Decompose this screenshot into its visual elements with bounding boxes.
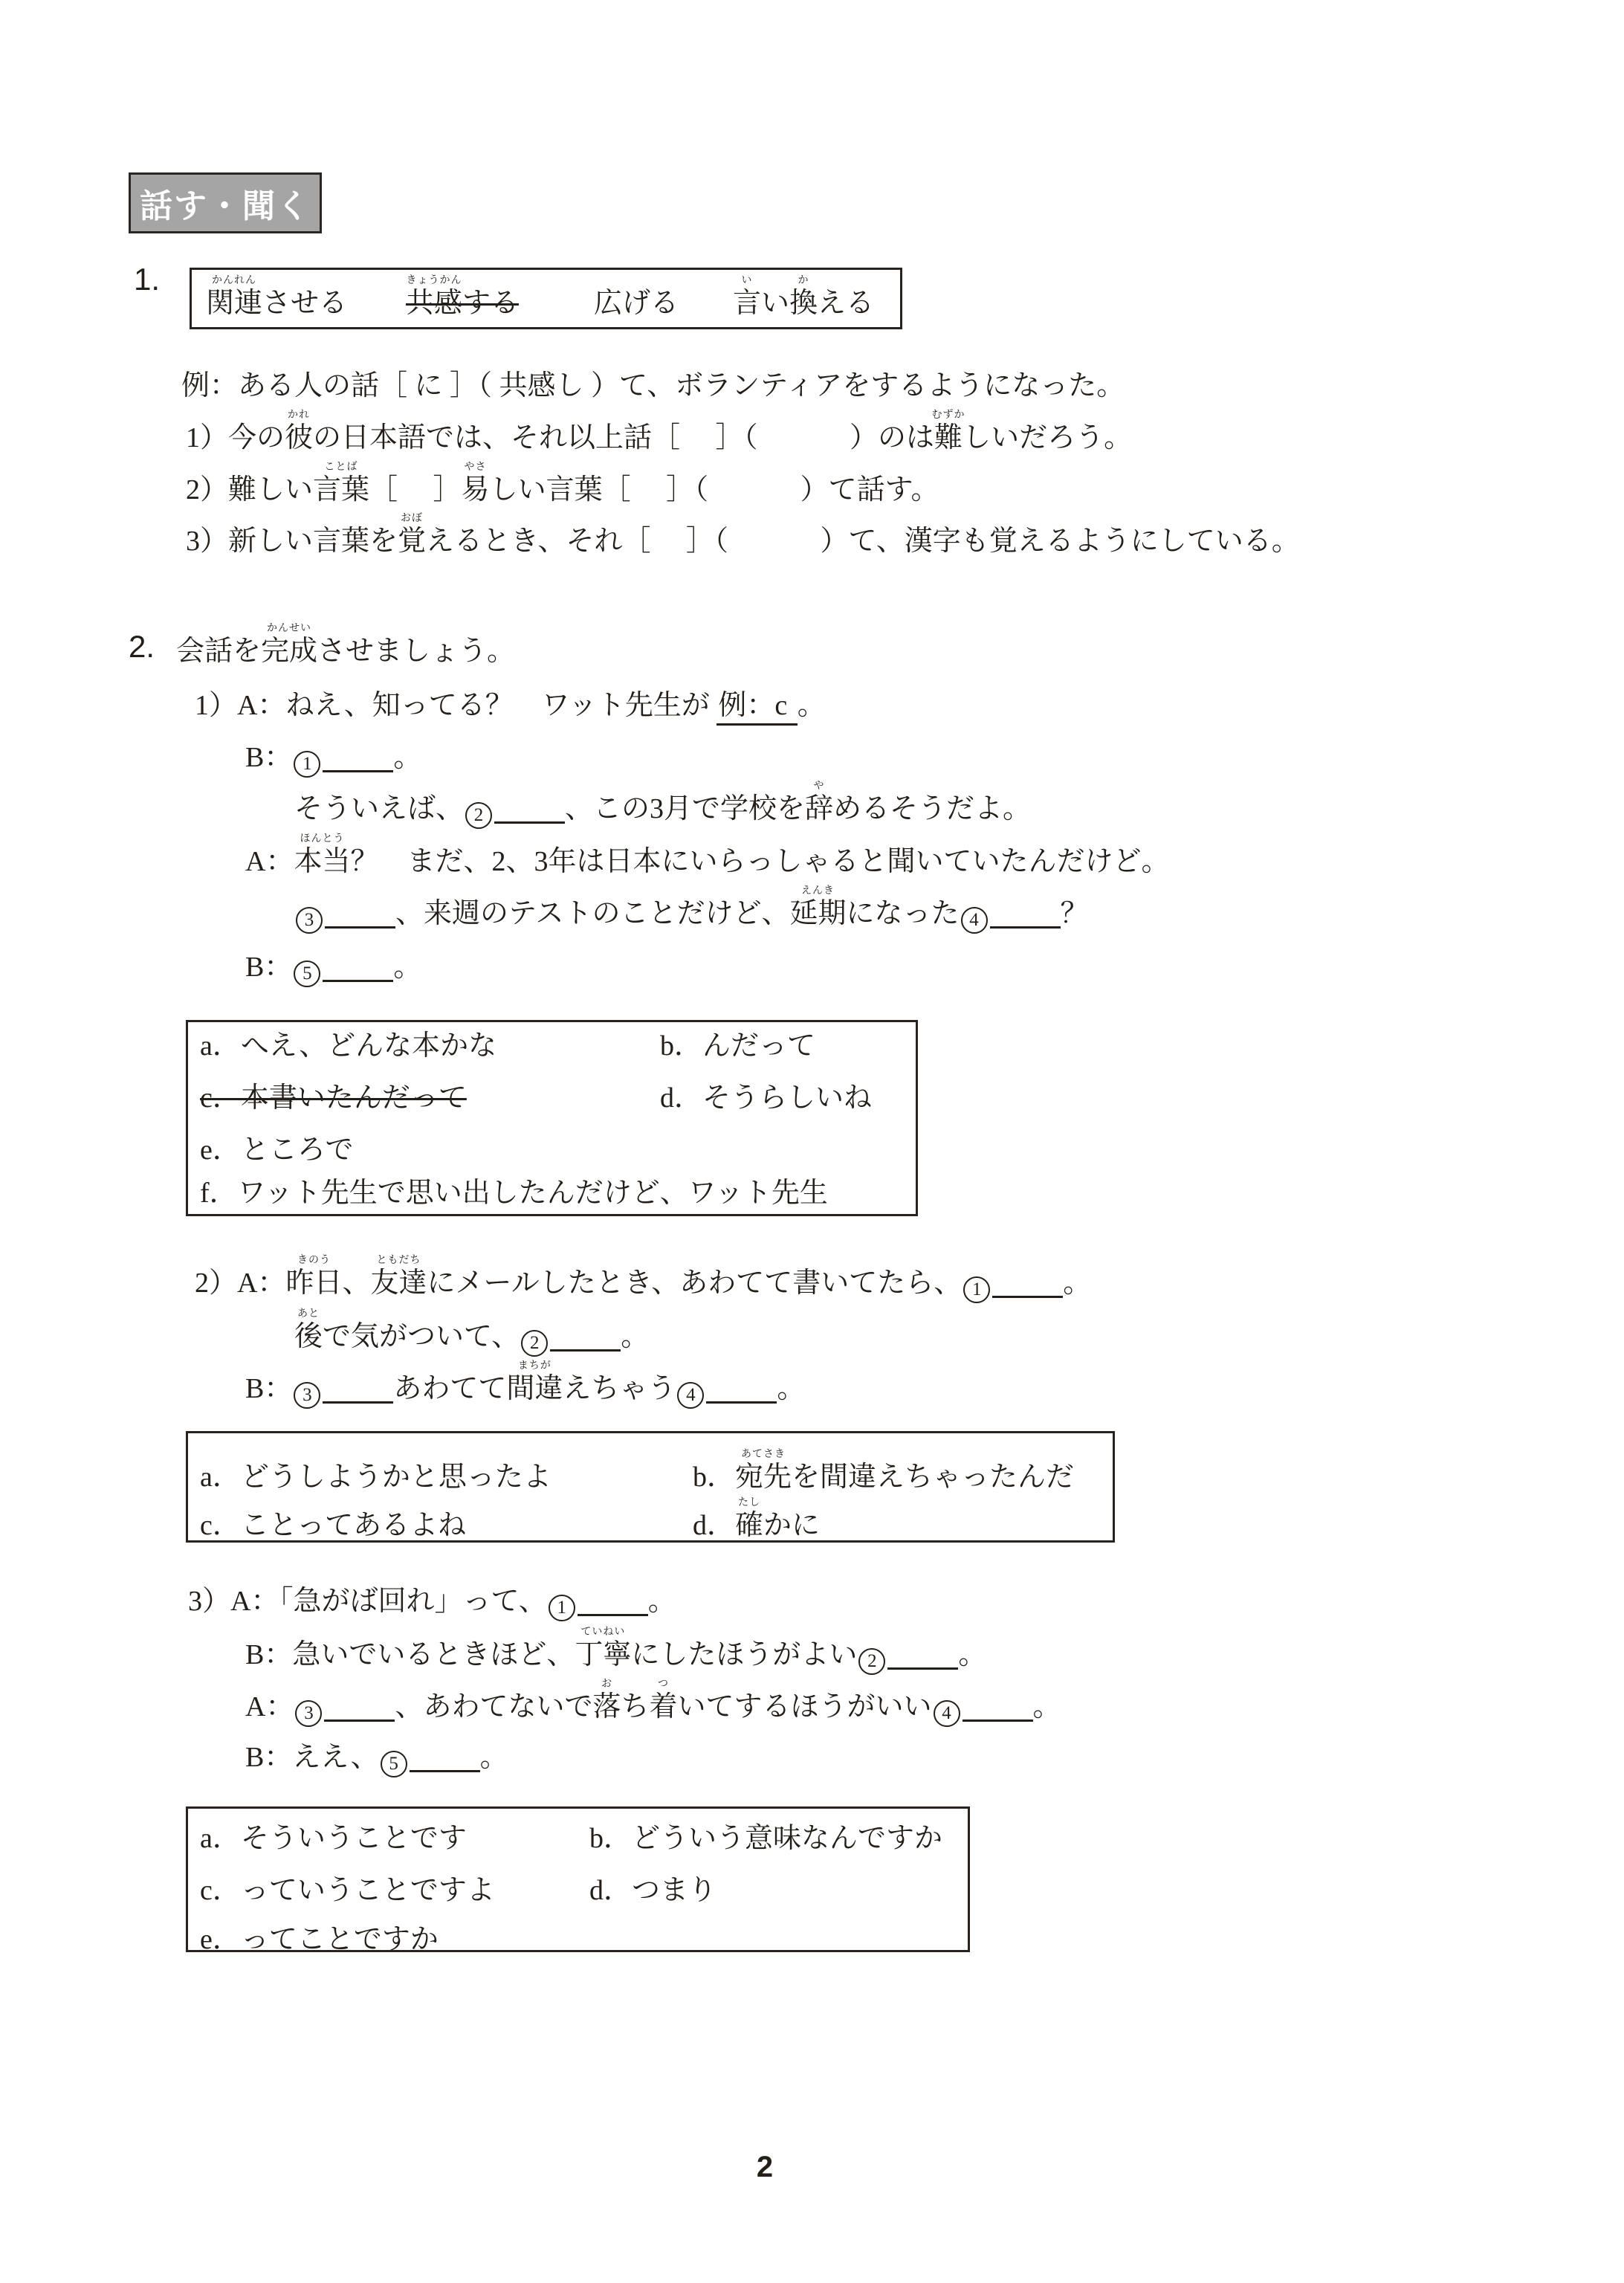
text-segment: 3）新しい言葉を [186,526,398,557]
answer-option [200,1460,551,1494]
ruby-base: 換 [789,288,818,319]
text-segment: d．つまり [589,1875,717,1906]
text-segment: A： [245,1691,294,1722]
furigana: おぼ [401,513,424,524]
text-segment: 。 [777,1373,806,1404]
text-segment: 3）A：「急がば回れ」って、 [188,1586,547,1617]
ruby-annotated-text [789,275,818,319]
text-segment: B： [245,952,293,983]
text-segment: 1）A：ねえ、知ってる？ ワット先生が [195,690,717,721]
ruby-annotated-text [261,623,318,667]
text-segment: A： [245,846,294,877]
text-segment: b．んだって [660,1030,816,1062]
ruby-base: 言 [733,288,762,319]
fill-in-blank-line [990,902,1061,929]
text-segment: かに [763,1510,821,1541]
answer-option [200,1922,439,1957]
answer-option [200,1508,466,1543]
circled-number-icon: 3 [294,1382,320,1409]
circled-number-icon: 5 [381,1751,407,1777]
text-segment: えちゃう [563,1373,676,1404]
circled-number-icon: 2 [858,1648,885,1675]
fill-in-blank-line [963,1696,1033,1722]
circled-number-icon: 1 [549,1595,575,1621]
exercise1-item-3 [186,513,1300,558]
circled-number-icon: 4 [677,1382,704,1409]
text-segment: させる [262,288,348,319]
answer-box-3 [186,1806,970,1955]
ruby-annotated-text [461,462,490,506]
numbered-blank [294,1691,395,1722]
ruby-base: 関連 [206,288,263,319]
furigana: ていねい [580,1627,626,1638]
dialog1-line-2 [245,740,421,778]
text-segment: 。 [797,690,826,721]
ruby-annotated-text [733,275,762,319]
text-segment: 。 [621,1321,650,1352]
circled-number-icon: 1 [963,1276,990,1303]
section-header-box [129,172,322,233]
text-segment: 2）A： [195,1268,286,1299]
text-segment: 。 [393,742,422,773]
text-segment: 、あわてないで [395,1691,593,1722]
text-segment: いてするほうがいい [677,1691,932,1722]
answer-option [200,1176,828,1210]
text-segment: b．どういう意味なんですか [589,1823,943,1854]
text-segment: e．ってことですか [200,1924,439,1955]
answer-option [693,1449,1075,1494]
furigana: お [601,1679,612,1690]
ruby-base: 覚 [398,526,427,557]
exercise1-item-2 [186,462,939,507]
text-segment: あわてて [393,1373,507,1404]
text-segment: めるそうだよ。 [833,793,1032,824]
furigana: や [813,781,825,792]
exercise1-number: 1. [134,262,161,297]
furigana: い [741,275,753,286]
answer-box-1 [186,1020,918,1216]
text-segment: ？ [1060,898,1089,929]
text-segment: d． [693,1510,736,1541]
ruby-base: 言葉 [313,474,370,506]
text-segment: 例：ある人の話［ に ］（ 共感し ）て、ボランティアをするようになった。 [181,370,1125,401]
circled-number-icon: 5 [294,960,320,987]
furigana: かれ [288,410,311,421]
fill-in-blank-line [550,1325,621,1352]
answer-option [693,1497,821,1543]
text-segment: ［ ］ [369,474,462,506]
furigana: かんれん [212,275,256,286]
text-segment: B： [245,742,293,773]
furigana: むずか [931,410,965,421]
circled-number-icon: 4 [961,907,988,934]
dialog2-line-2 [294,1308,650,1357]
text-segment: 。 [647,1586,676,1617]
text-segment: しいだろう。 [963,422,1133,453]
ruby-base: 共感 [406,288,463,319]
exercise2-instruction [176,623,516,668]
dialog1-line-5 [294,885,1089,934]
text-segment: 。 [393,952,422,983]
furigana: ほんとう [300,833,345,845]
fill-in-blank-line [324,1696,395,1722]
numbered-blank [520,1321,621,1352]
text-segment: ち [621,1691,650,1722]
furigana: きょうかん [406,275,462,286]
furigana: ともだち [376,1255,421,1266]
ruby-annotated-text [406,275,463,319]
furigana: やさ [464,462,487,473]
dialog3-line-2 [245,1627,987,1675]
numbered-blank [379,1742,480,1773]
answer-option [589,1821,942,1856]
page-number: 2 [756,2151,774,2183]
text-segment: 広げる [594,288,679,319]
fill-in-blank-line [706,1378,777,1404]
ruby-annotated-text [285,1255,343,1299]
furigana: か [798,275,809,286]
text-segment: c．本書いたんだって [200,1082,467,1114]
numbered-blank [292,952,393,983]
numbered-blank [292,1373,393,1404]
word-bank-box [190,268,902,329]
word-bank-item [206,275,348,320]
text-segment: a．へえ、どんな本かな [200,1030,497,1062]
text-segment: 1）今の [186,422,285,453]
fill-in-blank-line [325,902,395,929]
word-bank-item [733,275,875,320]
text-segment: c．ことってあるよね [200,1510,467,1541]
dialog1-line-3 [294,781,1032,829]
text-segment: しい言葉［ ］（ ）て話す。 [489,474,939,506]
text-segment: e．ところで [200,1134,354,1166]
text-segment: a．どうしようかと思ったよ [200,1462,551,1493]
text-segment: そういえば、 [294,793,465,824]
answer-option [660,1081,872,1115]
text-segment: 2）難しい [186,474,314,506]
example-sentence [181,369,1125,403]
numbered-blank [294,898,395,929]
fill-in-blank-line [323,746,393,772]
numbered-blank [932,1691,1033,1722]
answer-option [200,1029,496,1063]
ruby-annotated-text [592,1679,621,1722]
text-segment: c．っていうことですよ [200,1875,495,1906]
answer-option [200,1133,354,1167]
numbered-blank [857,1639,958,1670]
text-segment: ？ まだ、2、3年は日本にいらっしゃると聞いていたんだけど。 [350,846,1170,877]
ruby-annotated-text [735,1449,792,1493]
ruby-annotated-text [649,1679,678,1722]
dialog3-line-3 [245,1679,1061,1727]
circled-number-icon: 2 [521,1330,548,1357]
circled-number-icon: 1 [294,751,320,778]
text-segment: する [462,288,520,319]
dialog1-line-1 [195,688,826,723]
word-bank-item [594,286,679,320]
ruby-annotated-text [735,1497,764,1541]
ruby-base: 落 [592,1691,621,1722]
text-segment: b． [693,1462,736,1493]
fill-in-blank-line [323,1378,393,1404]
text-segment: 会話を [176,636,262,667]
dialog2-line-3 [245,1360,806,1409]
dialog1-line-4 [245,833,1170,879]
ruby-base: 辞 [805,793,834,824]
circled-number-icon: 3 [296,907,323,934]
text-segment: で気がついて、 [323,1321,520,1352]
text-segment: い [761,288,790,319]
text-segment: a．そういうことです [200,1823,467,1854]
answer-option [660,1029,815,1063]
text-segment: 、 [342,1268,371,1299]
text-segment: d．そうらしいね [660,1082,873,1114]
text-segment: させましょう。 [317,636,516,667]
answer-option [200,1081,467,1115]
text-segment: B：急いでいるときほど、 [245,1639,575,1670]
answer-option [200,1873,495,1908]
ruby-base: 延期 [789,898,847,929]
text-segment: にメールしたとき、あわてて書いてたら、 [427,1268,963,1299]
ruby-base: 間違 [506,1373,563,1404]
ruby-annotated-text [398,513,427,557]
furigana: まちが [517,1360,551,1372]
numbered-blank [464,793,565,824]
ruby-annotated-text [575,1627,632,1670]
ruby-annotated-text [931,410,965,453]
text-segment: f．ワット先生で思い出したんだけど、ワット先生 [200,1178,828,1209]
dialog3-line-1 [188,1584,676,1621]
ruby-annotated-text [506,1360,563,1404]
text-segment: にしたほうがよい [631,1639,858,1670]
ruby-annotated-text [294,1308,323,1352]
dialog2-line-1 [195,1255,1092,1303]
ruby-annotated-text [805,781,834,824]
answer-option [200,1821,467,1856]
circled-number-icon: 4 [934,1700,960,1727]
ruby-base: 宛先 [735,1462,792,1493]
furigana: かんせい [267,623,312,634]
text-segment: B： [245,1373,293,1404]
text-segment: の日本語では、それ以上話［ ］（ ）のは [313,422,935,453]
ruby-base: 着 [649,1691,678,1722]
numbered-blank [547,1586,648,1617]
furigana: たし [738,1497,761,1508]
ruby-annotated-text [313,462,370,506]
ruby-base: 友達 [370,1268,427,1299]
word-bank-item [406,275,520,320]
fill-in-blank-line [578,1590,648,1616]
fill-in-blank-line [410,1746,480,1772]
fill-in-blank-line [494,798,565,824]
furigana: きのう [297,1255,331,1266]
numbered-blank [676,1373,777,1404]
furigana: えんき [800,885,835,897]
ruby-base: 丁寧 [575,1639,632,1670]
fill-in-blank-line [887,1644,958,1670]
answer-option [589,1873,716,1908]
furigana: つ [658,1679,669,1690]
text-segment: えるとき、それ［ ］（ ）て、漢字も覚えるようにしている。 [426,526,1300,557]
answer-box-2 [186,1431,1115,1543]
text-segment: える [818,288,875,319]
underlined-answer: 例：c [716,690,797,726]
section-header-title: 話す・聞く [140,188,311,225]
text-segment: を間違えちゃったんだ [792,1462,1075,1493]
dialog3-line-4 [245,1740,508,1777]
furigana: ことば [324,462,358,473]
numbered-blank [292,742,393,773]
ruby-annotated-text [206,275,263,319]
ruby-base: 本当 [294,846,351,877]
ruby-annotated-text [294,833,351,877]
ruby-base: 完成 [261,636,318,667]
dialog1-line-6 [245,950,421,987]
numbered-blank [960,898,1061,929]
circled-number-icon: 2 [465,802,492,829]
text-segment: 。 [1063,1268,1092,1299]
ruby-base: 易 [461,474,490,506]
text-segment: B：ええ、 [245,1742,379,1773]
text-segment: 。 [1032,1691,1061,1722]
ruby-annotated-text [285,410,314,453]
ruby-base: 後 [294,1321,323,1352]
ruby-base: 難 [934,422,963,453]
fill-in-blank-line [992,1272,1063,1298]
text-segment: 。 [479,1742,508,1773]
exercise2-number: 2. [129,629,155,664]
furigana: あてさき [741,1449,786,1460]
fill-in-blank-line [323,956,393,982]
ruby-base: 昨日 [285,1268,343,1299]
furigana: あと [297,1308,320,1320]
exercise1-item-1 [186,410,1133,455]
ruby-base: 彼 [285,422,314,453]
text-segment: 、この3月で学校を [565,793,806,824]
numbered-blank [962,1268,1063,1299]
text-segment: 。 [958,1639,987,1670]
text-segment: 、来週のテストのことだけど、 [395,898,790,929]
ruby-base: 確 [735,1510,764,1541]
text-segment: になった [846,898,960,929]
circled-number-icon: 3 [295,1700,322,1727]
ruby-annotated-text [370,1255,427,1299]
ruby-annotated-text [789,885,847,929]
